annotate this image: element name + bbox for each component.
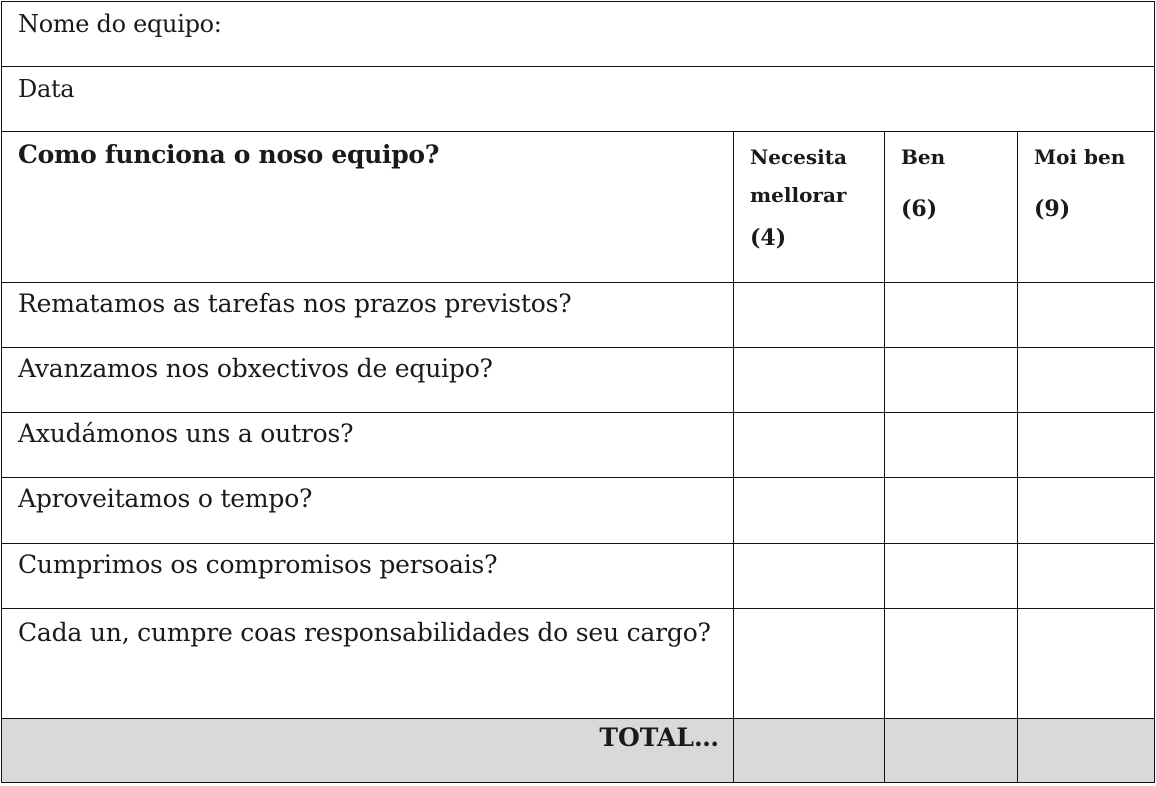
question-row (2, 283, 1155, 348)
question-cell (2, 478, 734, 544)
rating-score: (6) (901, 196, 938, 222)
total-row (2, 719, 1155, 783)
answer-cell-very-good[interactable] (1018, 609, 1155, 719)
answer-cell-needs-improvement[interactable] (734, 348, 885, 413)
question-cell (2, 609, 734, 719)
date-field[interactable] (2, 67, 1155, 132)
question-text: Avanzamos nos obxectivos de equipo? (18, 354, 493, 383)
question-text: Rematamos as tarefas nos prazos previstos? (18, 289, 572, 318)
question-row (2, 413, 1155, 478)
rating-header-needs-improvement (734, 132, 885, 283)
answer-cell-needs-improvement[interactable] (734, 413, 885, 478)
header-question: Como funciona o noso equipo? (18, 140, 440, 169)
total-label-cell (2, 719, 734, 783)
answer-cell-good[interactable] (885, 348, 1018, 413)
question-row (2, 478, 1155, 544)
rating-label: Moi ben (1034, 145, 1126, 169)
rating-header-good (885, 132, 1018, 283)
answer-cell-needs-improvement[interactable] (734, 609, 885, 719)
answer-cell-good[interactable] (885, 478, 1018, 544)
answer-cell-good[interactable] (885, 609, 1018, 719)
answer-cell-good[interactable] (885, 413, 1018, 478)
rating-score: (9) (1034, 196, 1071, 222)
answer-cell-very-good[interactable] (1018, 283, 1155, 348)
answer-cell-good[interactable] (885, 283, 1018, 348)
team-name-row (2, 2, 1155, 67)
answer-cell-very-good[interactable] (1018, 544, 1155, 609)
answer-cell-very-good[interactable] (1018, 348, 1155, 413)
answer-cell-needs-improvement[interactable] (734, 478, 885, 544)
team-name-label: Nome do equipo: (18, 10, 222, 38)
question-row (2, 609, 1155, 719)
rating-label: Necesita mellorar (750, 145, 847, 207)
question-cell (2, 544, 734, 609)
date-label: Data (18, 75, 75, 103)
rating-label: Ben (901, 145, 946, 169)
question-row (2, 544, 1155, 609)
answer-cell-very-good[interactable] (1018, 478, 1155, 544)
question-cell (2, 413, 734, 478)
total-cell-very-good[interactable] (1018, 719, 1155, 783)
answer-cell-needs-improvement[interactable] (734, 283, 885, 348)
question-text: Cada un, cumpre coas responsabilidades do seu cargo? (18, 618, 711, 647)
question-text: Cumprimos os compromisos persoais? (18, 550, 498, 579)
answer-cell-very-good[interactable] (1018, 413, 1155, 478)
answer-cell-needs-improvement[interactable] (734, 544, 885, 609)
rating-score: (4) (750, 225, 787, 251)
question-text: Aproveitamos o tempo? (18, 484, 313, 513)
team-evaluation-form (1, 1, 1154, 784)
question-cell (2, 348, 734, 413)
team-name-field[interactable] (2, 2, 1155, 67)
question-cell (2, 283, 734, 348)
question-text: Axudámonos uns a outros? (18, 419, 354, 448)
answer-cell-good[interactable] (885, 544, 1018, 609)
header-row (2, 132, 1155, 283)
total-cell-needs-improvement[interactable] (734, 719, 885, 783)
total-label: TOTAL… (599, 723, 719, 752)
question-row (2, 348, 1155, 413)
header-question-cell (2, 132, 734, 283)
total-cell-good[interactable] (885, 719, 1018, 783)
date-row (2, 67, 1155, 132)
evaluation-table (1, 1, 1155, 783)
rating-header-very-good (1018, 132, 1155, 283)
